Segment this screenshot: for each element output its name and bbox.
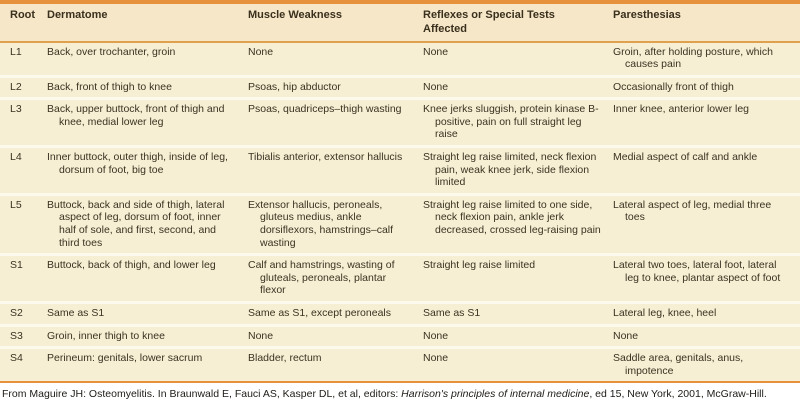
cell-dermatome — [47, 46, 248, 71]
table-row — [0, 196, 800, 253]
column-header-root — [0, 9, 47, 37]
cell-dermatome — [47, 103, 248, 141]
cell-muscle-weakness — [248, 81, 423, 94]
citation-suffix: , ed 15, New York, 2001, McGraw-Hill. — [589, 388, 767, 400]
cell-text: Bladder, rectum — [248, 352, 322, 365]
table-row — [0, 256, 800, 301]
cell-text: None — [248, 45, 274, 58]
citation-prefix: From Maguire JH: Osteomyelitis. In Braunwald E, Fauci AS, Kasper DL, et al, editors: — [2, 388, 402, 400]
cell-reflexes — [423, 259, 613, 297]
cell-reflexes — [423, 352, 613, 377]
column-header-root-label: Root — [10, 9, 36, 21]
cell-dermatome — [47, 330, 248, 343]
cell-root — [0, 199, 47, 249]
cell-text: S4 — [10, 352, 23, 365]
cell-reflexes — [423, 46, 613, 71]
column-header-muscle-weakness-label: Muscle Weakness — [248, 9, 342, 21]
cell-text: Perineum: genitals, lower sacrum — [47, 352, 203, 365]
column-header-dermatome-label: Dermatome — [47, 9, 108, 21]
cell-text: None — [248, 329, 274, 342]
cell-text: Lateral two toes, lateral foot, lateral leg to knee, plantar aspect of foot — [613, 259, 781, 284]
cell-paresthesias — [613, 352, 800, 377]
cell-dermatome — [47, 307, 248, 320]
cell-reflexes — [423, 81, 613, 94]
cell-text: Same as S1 — [423, 307, 481, 319]
cell-root — [0, 151, 47, 189]
cell-muscle-weakness — [248, 151, 423, 189]
cell-text: Knee jerks sluggish, protein kinase B-positive, pain on full straight leg raise — [423, 103, 599, 141]
column-header-reflexes-label: Reflexes or Special Tests Affected — [423, 9, 555, 35]
table-row — [0, 148, 800, 193]
table-header-row — [0, 4, 800, 43]
cell-text: Saddle area, genitals, anus, impotence — [613, 352, 744, 377]
cell-muscle-weakness — [248, 199, 423, 249]
cell-text: Straight leg raise limited to one side, neck flexion pain, ankle jerk decreased, crossed leg-raising pain — [423, 198, 601, 237]
cell-dermatome — [47, 352, 248, 377]
cell-paresthesias — [613, 259, 800, 297]
cell-dermatome — [47, 81, 248, 94]
cell-dermatome — [47, 199, 248, 249]
cell-dermatome — [47, 259, 248, 297]
cell-text: Psoas, hip abductor — [248, 80, 341, 93]
cell-dermatome — [47, 151, 248, 189]
cell-root — [0, 352, 47, 377]
cell-text: Medial aspect of calf and ankle — [613, 151, 758, 164]
cell-muscle-weakness — [248, 46, 423, 71]
cell-muscle-weakness — [248, 103, 423, 141]
column-header-dermatome — [47, 9, 248, 37]
table-row — [0, 43, 800, 75]
cell-muscle-weakness — [248, 259, 423, 297]
cell-text: L4 — [10, 151, 22, 164]
cell-paresthesias — [613, 81, 800, 94]
cell-text: L3 — [10, 103, 22, 116]
cell-text: None — [423, 329, 449, 342]
column-header-muscle-weakness — [248, 9, 423, 37]
cell-text: Occasionally front of thigh — [613, 80, 734, 93]
table-row — [0, 349, 800, 381]
cell-root — [0, 81, 47, 94]
cell-paresthesias — [613, 307, 800, 320]
cell-text: Straight leg raise limited, neck flexion pain, weak knee jerk, side flexion limited — [423, 151, 597, 189]
cell-text: Same as S1, except peroneals — [248, 307, 392, 319]
cell-text: Straight leg raise limited — [423, 259, 536, 272]
cell-text: Buttock, back of thigh, and lower leg — [47, 259, 216, 272]
cell-text: Back, upper buttock, front of thigh and knee, medial lower leg — [47, 103, 225, 128]
cell-reflexes — [423, 307, 613, 320]
cell-muscle-weakness — [248, 330, 423, 343]
column-header-paresthesias — [613, 9, 800, 37]
cell-reflexes — [423, 330, 613, 343]
cell-paresthesias — [613, 103, 800, 141]
table-row — [0, 100, 800, 145]
column-header-reflexes — [423, 9, 613, 37]
cell-reflexes — [423, 103, 613, 141]
cell-paresthesias — [613, 199, 800, 249]
source-citation — [0, 383, 800, 400]
table-body — [0, 43, 800, 382]
cell-text: None — [423, 45, 449, 58]
cell-text: Buttock, back and side of thigh, lateral aspect of leg, dorsum of foot, inner half of sole, and first, second, and third toes — [47, 198, 225, 249]
cell-text: Lateral leg, knee, heel — [613, 307, 717, 319]
cell-text: Back, front of thigh to knee — [47, 80, 172, 93]
citation-book-title: Harrison's principles of internal medicine — [401, 388, 590, 400]
cell-text: L1 — [10, 45, 22, 58]
cell-text: None — [613, 329, 639, 342]
cell-text: Tibialis anterior, extensor hallucis — [248, 151, 403, 164]
cell-text: Extensor hallucis, peroneals, gluteus medius, ankle dorsiflexors, hamstrings–calf wasting — [248, 198, 394, 249]
cell-paresthesias — [613, 46, 800, 71]
cell-text: S1 — [10, 259, 23, 272]
cell-text: Back, over trochanter, groin — [47, 45, 176, 58]
table-row — [0, 304, 800, 324]
cell-text: Inner knee, anterior lower leg — [613, 103, 749, 116]
cell-text: L2 — [10, 80, 22, 93]
cell-text: L5 — [10, 198, 22, 211]
cell-text: S3 — [10, 329, 23, 342]
cell-text: None — [423, 352, 449, 365]
cell-text: Psoas, quadriceps–thigh wasting — [248, 103, 402, 116]
cell-paresthesias — [613, 330, 800, 343]
cell-reflexes — [423, 199, 613, 249]
cell-text: Groin, inner thigh to knee — [47, 329, 165, 342]
cell-root — [0, 307, 47, 320]
cell-text: Same as S1 — [47, 307, 105, 319]
cell-root — [0, 103, 47, 141]
cell-reflexes — [423, 151, 613, 189]
cell-text: Inner buttock, outer thigh, inside of leg, dorsum of foot, big toe — [47, 151, 228, 176]
cell-root — [0, 46, 47, 71]
cell-text: Groin, after holding posture, which causes pain — [613, 45, 773, 71]
cell-muscle-weakness — [248, 307, 423, 320]
cell-text: Calf and hamstrings, wasting of gluteals, peroneals, plantar flexor — [248, 259, 395, 297]
column-header-paresthesias-label: Paresthesias — [613, 9, 681, 21]
cell-muscle-weakness — [248, 352, 423, 377]
cell-root — [0, 259, 47, 297]
cell-paresthesias — [613, 151, 800, 189]
cell-text: Lateral aspect of leg, medial three toes — [613, 198, 772, 224]
table-row — [0, 78, 800, 98]
table-row — [0, 327, 800, 347]
cell-text: S2 — [10, 307, 23, 319]
cell-text: None — [423, 80, 449, 93]
cell-root — [0, 330, 47, 343]
